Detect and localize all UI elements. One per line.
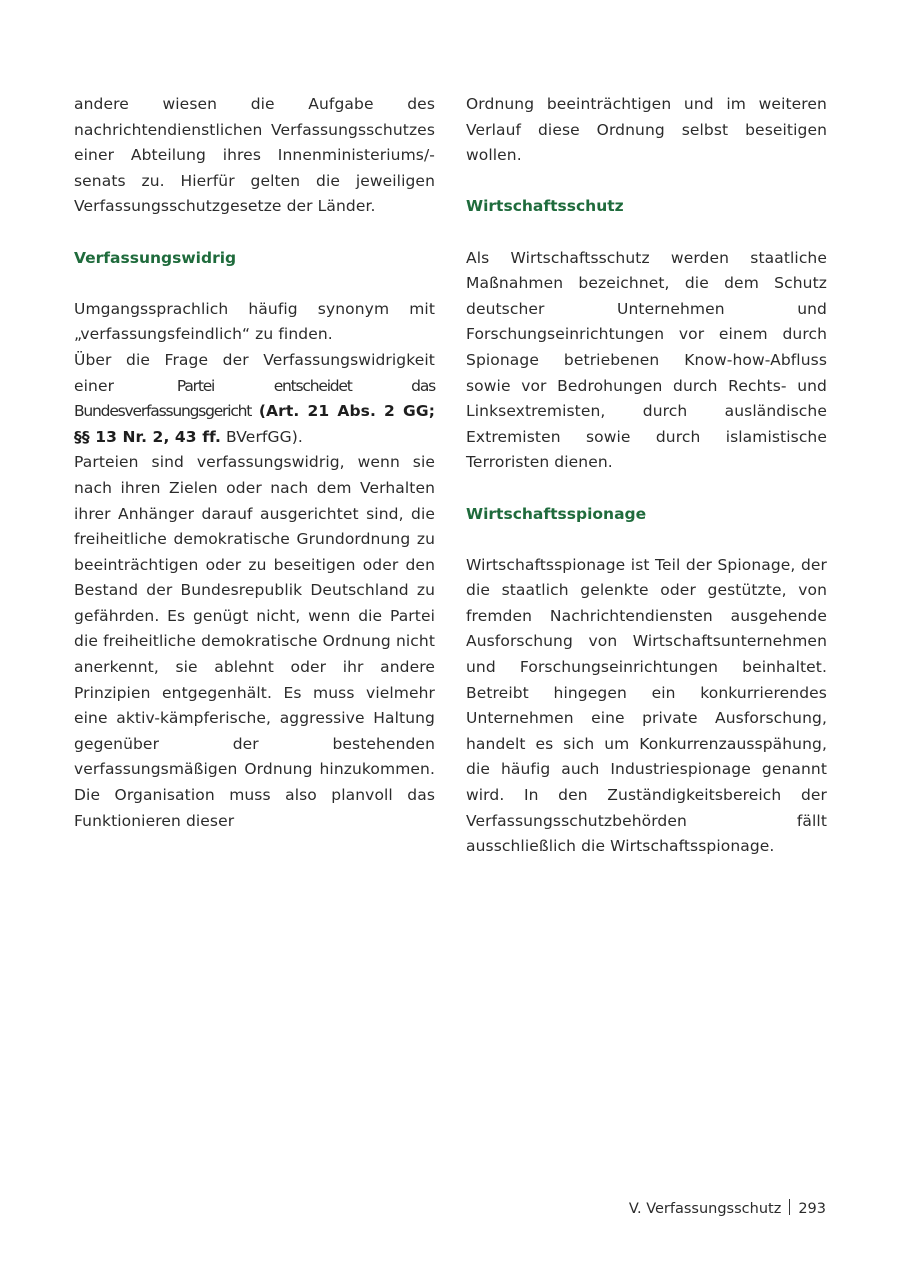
footer-section: V. Verfassungsschutz (628, 1201, 782, 1217)
intro-paragraph: andere wiesen die Aufgabe des nachrichtendienstlichen Verfassungsschutzes einer Abteilung ihres Innenministeriums/-senats zu. Hierfür gelten die jeweiligen Verfassungsschutzgesetze der Länder. (74, 95, 435, 216)
wirtschaftsspionage-paragraph: Wirtschaftsspionage ist Teil der Spionage, der die staatlich gelenkte oder gestützte, von fremden Nachrichtendiensten ausgehende Ausforschung von Wirtschaftsunternehmen und Forschungseinrichtungen beinhaltet. Betreibt hingegen ein konkurrierendes Unternehmen eine private Ausforschung, handelt es sich um Konkurrenzausspähung, die häufig auch Industriespionage genannt wird. In den Zuständigkeitsbereich der Verfassungsschutzbehörden fällt ausschließlich die Wirtschaftsspionage. (466, 555, 827, 856)
continuation-paragraph: Ordnung beeinträchtigen und im weiteren Verlauf diese Ordnung selbst beseitigen wollen. (466, 95, 827, 165)
legal-reference-tail: BVerfGG). (226, 427, 303, 446)
spacer (466, 527, 827, 553)
heading-verfassungswidrig: Verfassungswidrig (74, 248, 237, 267)
heading-wirtschaftsspionage: Wirtschaftsspionage (466, 504, 647, 523)
legal-reference: (Art. 21 Abs. 2 GG; §§ 13 Nr. 2, 43 ff. (74, 402, 436, 446)
court-paragraph (74, 348, 435, 450)
spacer (74, 271, 435, 297)
left-column (74, 92, 435, 834)
spacer (74, 220, 435, 246)
heading-wirtschaftsschutz: Wirtschaftsschutz (466, 197, 624, 216)
spacer (466, 220, 827, 246)
spacer (466, 169, 827, 195)
court-text-b: Partei entscheidet das Bundesverfassungsgericht (74, 376, 435, 421)
spacer (466, 476, 827, 502)
parties-paragraph: Parteien sind verfassungswidrig, wenn sie nach ihren Zielen oder nach dem Verhalten ihrer Anhänger darauf ausgerichtet sind, die freiheitliche demokratische Grundordnung zu beeinträchtigen oder zu beseitigen oder den Bestand der Bundesrepublik Deutschland zu gefährden. Es genügt nicht, wenn die Partei die freiheitliche demokratische Ordnung nicht anerkennt, sie ablehnt oder ihr andere Prinzipien entgegenhält. Es muss vielmehr eine aktiv-kämpferische, aggressive Haltung gegenüber der bestehenden verfassungsmäßigen Ordnung hinzukommen. Die Organisation muss also planvoll das Funktionieren dieser (74, 453, 435, 830)
page-number: 293 (798, 1201, 826, 1217)
page-footer (629, 1197, 826, 1221)
court-text-a: Über die Frage der Verfassungswidrigkeit einer (74, 350, 435, 395)
wirtschaftsschutz-paragraph: Als Wirtschaftsschutz werden staatliche Maßnahmen bezeichnet, die dem Schutz deutscher Unternehmen und Forschungseinrichtungen vor einem durch Spionage betriebenen Know-how-Abfluss sowie vor Bedrohungen durch Rechts- und Linksextremisten, durch ausländische Extremisten sowie durch islamistische Terroristen dienen. (466, 248, 827, 472)
footer-divider (789, 1199, 790, 1215)
right-column (466, 92, 827, 860)
definition-paragraph: Umgangssprachlich häufig synonym mit „verfassungsfeindlich“ zu finden. (74, 299, 435, 344)
